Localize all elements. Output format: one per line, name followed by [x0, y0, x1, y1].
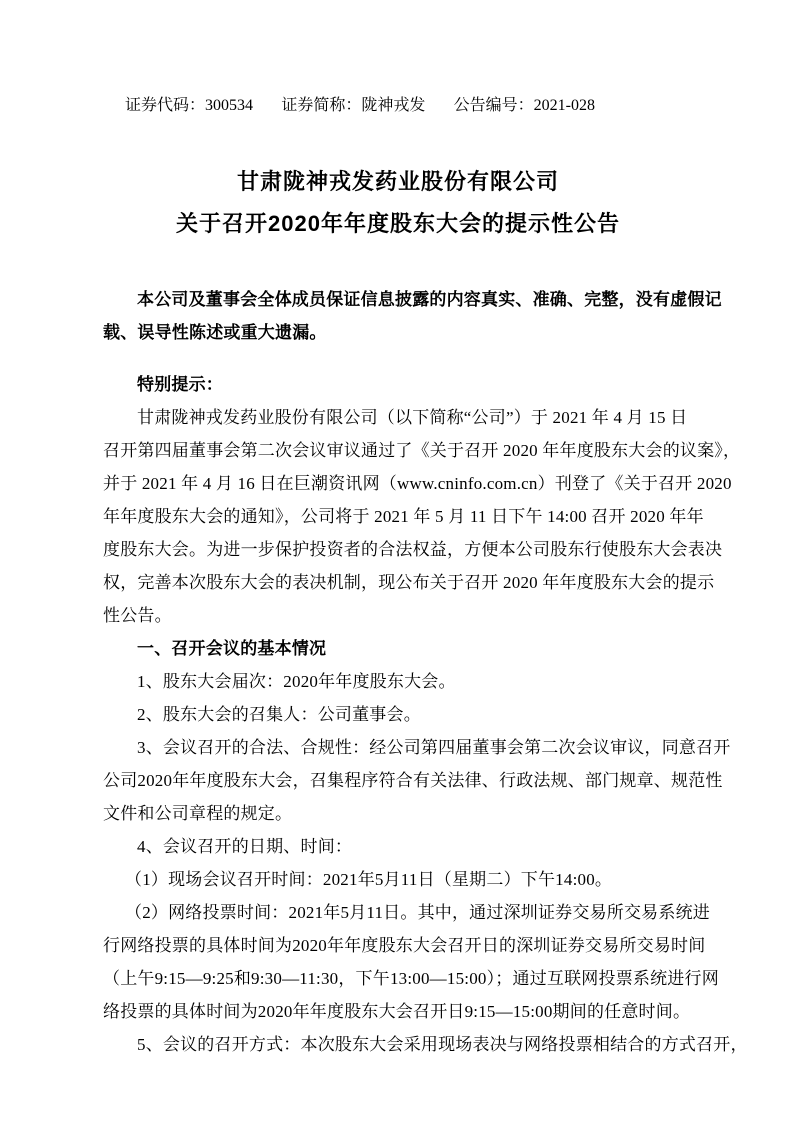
stock-code: 证券代码：300534 — [125, 97, 254, 114]
announcement-number: 公告编号：2021-028 — [453, 97, 595, 114]
text-line: 性公告。 — [103, 606, 172, 625]
stock-name: 证券简称：陇神戎发 — [281, 97, 426, 114]
text-line: 1、股东大会届次：2020年年度股东大会。 — [137, 672, 456, 691]
item-3-legality — [103, 731, 731, 830]
text-line: 甘肃陇神戎发药业股份有限公司（以下简称“公司”）于 2021 年 4 月 15 日 — [137, 408, 688, 427]
item-4-2-online-voting-time — [103, 896, 719, 1028]
text-line: 文件和公司章程的规定。 — [103, 804, 293, 823]
text-line: 行网络投票的具体时间为2020年年度股东大会召开日的深圳证券交易所交易时间 — [103, 936, 706, 955]
text-line: 年年度股东大会的通知》，公司将于 2021 年 5 月 11 日下午 14:00 召开 2020 年年 — [103, 507, 704, 526]
special-notice-heading — [103, 368, 693, 401]
item-2-convener — [103, 698, 693, 731]
section-1-heading — [103, 632, 693, 665]
text-line: 5、会议的召开方式：本次股东大会采用现场表决与网络投票相结合的方式召开， — [137, 1035, 748, 1054]
text-line: 召开第四届董事会第二次会议审议通过了《关于召开 2020 年年度股东大会的议案》， — [103, 441, 741, 460]
declaration — [103, 283, 722, 349]
text-line: 特别提示： — [137, 375, 223, 394]
item-4-1-onsite-time — [103, 863, 693, 896]
announcement-subject-title: 关于召开2020年年度股东大会的提示性公告 — [176, 211, 620, 236]
text-line: 公司2020年年度股东大会，召集程序符合有关法律、行政法规、部门规章、规范性 — [103, 771, 723, 790]
document-title-block — [103, 161, 693, 245]
document-body — [103, 283, 748, 1061]
special-notice-body — [103, 401, 741, 632]
text-line: 本公司及董事会全体成员保证信息披露的内容真实、准确、完整，没有虚假记 — [137, 290, 722, 309]
text-line: （2）网络投票时间：2021年5月11日。其中，通过深圳证券交易所交易系统进 — [125, 903, 710, 922]
text-line: 2、股东大会的召集人：公司董事会。 — [137, 705, 421, 724]
text-line: 3、会议召开的合法、合规性：经公司第四届董事会第二次会议审议，同意召开 — [137, 738, 731, 757]
text-line: 度股东大会。为进一步保护投资者的合法权益，方便本公司股东行使股东大会表决 — [103, 540, 723, 559]
company-name-title: 甘肃陇神戎发药业股份有限公司 — [236, 169, 559, 194]
text-line: 并于 2021 年 4 月 16 日在巨潮资讯网（www.cninfo.com.cn）刊登了《关于召开 2020 — [103, 474, 732, 493]
text-line: （1）现场会议召开时间：2021年5月11日（星期二）下午14:00。 — [125, 870, 613, 889]
text-line: 载、误导性陈述或重大遗漏。 — [103, 323, 327, 342]
document-header — [103, 95, 693, 116]
text-line: 4、会议召开的日期、时间： — [137, 837, 353, 856]
text-line: （上午9:15—9:25和9:30—11:30，下午13:00—15:00）；通过互联网投票系统进行网 — [103, 969, 719, 988]
item-1-meeting-session — [103, 665, 693, 698]
item-5-meeting-method — [103, 1028, 748, 1061]
text-line: 络投票的具体时间为2020年年度股东大会召开日9:15—15:00期间的任意时间。 — [103, 1002, 691, 1021]
item-4-date-time — [103, 830, 693, 863]
text-line: 一、召开会议的基本情况 — [137, 639, 327, 658]
text-line: 权，完善本次股东大会的表决机制，现公布关于召开 2020 年年度股东大会的提示 — [103, 573, 715, 592]
